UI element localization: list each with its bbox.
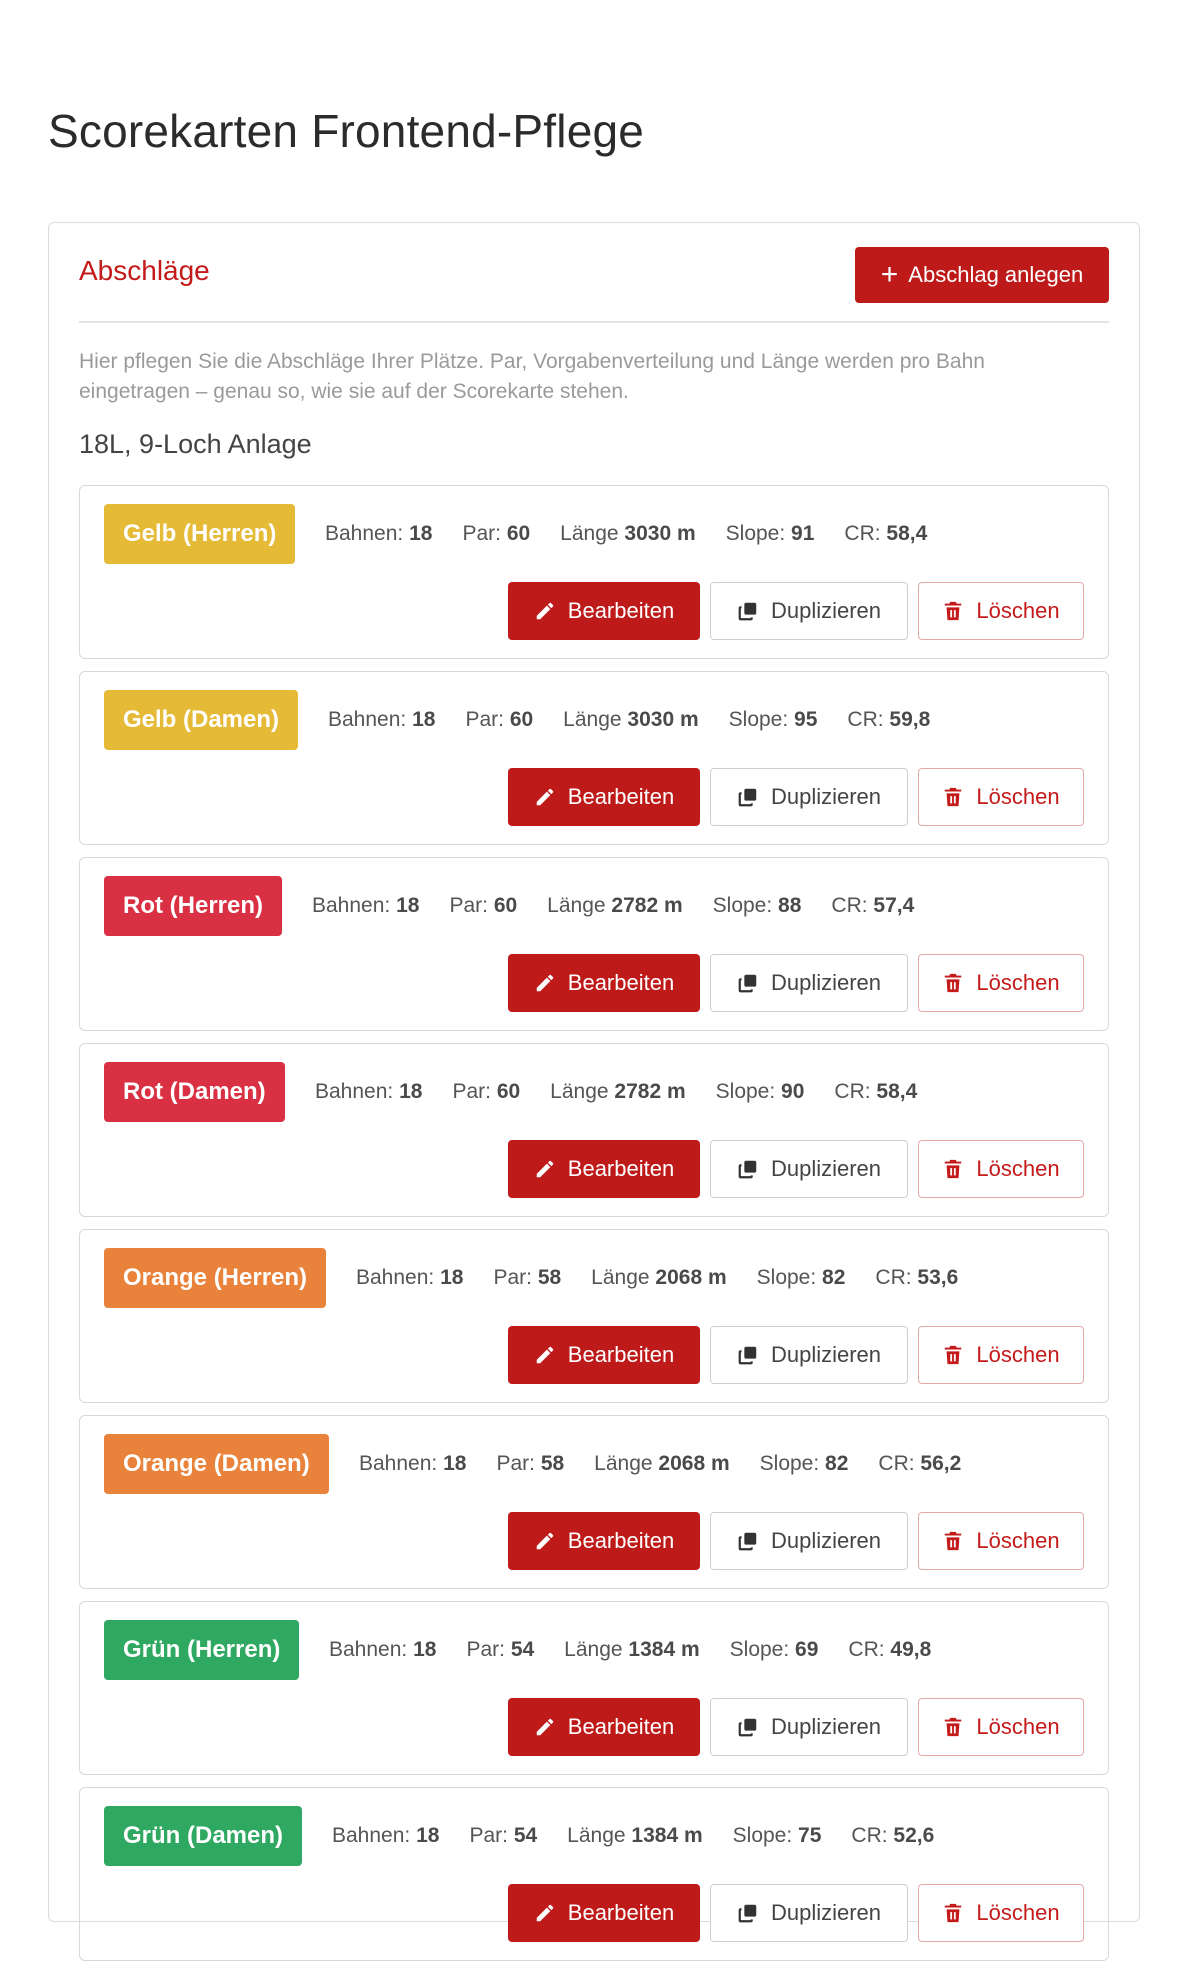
edit-label: Bearbeiten	[567, 1156, 675, 1181]
cr-stat	[847, 708, 930, 732]
tee-card-4	[79, 1043, 1109, 1217]
trash-icon	[942, 1344, 964, 1366]
slope-value: 95	[794, 708, 818, 731]
cr-label: CR:	[878, 1452, 915, 1475]
length-stat	[567, 1824, 702, 1848]
cr-stat	[834, 1080, 917, 1104]
holes-label: Bahnen:	[359, 1452, 438, 1475]
copy-icon	[737, 972, 759, 994]
par-value: 58	[540, 1452, 565, 1475]
par-label: Par:	[449, 894, 488, 917]
cr-value: 49,8	[890, 1638, 932, 1661]
delete-label: Löschen	[976, 1528, 1060, 1553]
tee-badge: Orange (Herren)	[104, 1248, 326, 1308]
slope-value: 91	[791, 522, 815, 545]
trash-icon	[942, 786, 964, 808]
duplicate-label: Duplizieren	[770, 1714, 882, 1739]
duplicate-button[interactable]	[710, 768, 908, 826]
holes-value: 18	[412, 708, 436, 731]
par-stat	[466, 1638, 534, 1662]
panel-title: Abschläge	[79, 255, 210, 286]
length-value: 1384 m	[631, 1824, 703, 1847]
holes-stat	[325, 522, 432, 546]
trash-icon	[942, 1716, 964, 1738]
holes-stat	[356, 1266, 463, 1290]
tee-stats	[325, 504, 957, 564]
tee-card-1	[79, 485, 1109, 659]
holes-stat	[359, 1452, 466, 1476]
slope-value: 82	[825, 1452, 849, 1475]
cr-stat	[831, 894, 914, 918]
delete-label: Löschen	[976, 1714, 1060, 1739]
length-value: 2782 m	[611, 894, 683, 917]
holes-stat	[328, 708, 435, 732]
delete-label: Löschen	[976, 1900, 1060, 1925]
copy-icon	[737, 600, 759, 622]
pencil-icon	[534, 1344, 556, 1366]
duplicate-button[interactable]	[710, 1140, 908, 1198]
tees-panel	[48, 222, 1140, 1925]
par-label: Par:	[493, 1266, 532, 1289]
duplicate-label: Duplizieren	[770, 1900, 882, 1925]
delete-label: Löschen	[976, 784, 1060, 809]
copy-icon	[737, 1716, 759, 1738]
duplicate-button[interactable]	[710, 1698, 908, 1756]
length-value: 2068 m	[655, 1266, 727, 1289]
par-value: 58	[537, 1266, 562, 1289]
tee-actions	[508, 1326, 1084, 1384]
par-label: Par:	[462, 522, 501, 545]
tee-card-2	[79, 671, 1109, 845]
tee-card-8	[79, 1787, 1109, 1961]
slope-value: 75	[798, 1824, 822, 1847]
panel-intro: Hier pflegen Sie die Abschläge Ihrer Plätze. Par, Vorgabenverteilung und Länge werden pro Bahn eingetragen – genau so, wie sie auf der Scorekarte stehen.	[79, 350, 985, 403]
tee-badge: Gelb (Herren)	[104, 504, 295, 564]
length-label: Länge	[594, 1452, 653, 1475]
cr-value: 57,4	[873, 894, 915, 917]
holes-value: 18	[409, 522, 433, 545]
edit-label: Bearbeiten	[567, 1528, 675, 1553]
slope-label: Slope:	[715, 1080, 776, 1103]
copy-icon	[737, 1902, 759, 1924]
delete-button[interactable]	[918, 1512, 1084, 1570]
slope-stat	[757, 1266, 846, 1290]
edit-label: Bearbeiten	[567, 1900, 675, 1925]
trash-icon	[942, 972, 964, 994]
length-label: Länge	[547, 894, 606, 917]
trash-icon	[942, 1530, 964, 1552]
cr-stat	[848, 1638, 931, 1662]
tee-card-3	[79, 857, 1109, 1031]
copy-icon	[737, 1530, 759, 1552]
tee-actions	[508, 1512, 1084, 1570]
par-stat	[496, 1452, 564, 1476]
tee-badge: Orange (Damen)	[104, 1434, 329, 1494]
length-value: 1384 m	[628, 1638, 700, 1661]
duplicate-button[interactable]	[710, 1512, 908, 1570]
tee-actions	[508, 768, 1084, 826]
tee-actions	[508, 1884, 1084, 1942]
tee-list	[79, 485, 1109, 1973]
tee-badge: Grün (Herren)	[104, 1620, 299, 1680]
holes-label: Bahnen:	[312, 894, 391, 917]
cr-value: 53,6	[917, 1266, 959, 1289]
par-stat	[493, 1266, 561, 1290]
slope-stat	[730, 1638, 819, 1662]
slope-label: Slope:	[729, 1638, 790, 1661]
pencil-icon	[534, 1716, 556, 1738]
tee-actions	[508, 954, 1084, 1012]
cr-stat	[878, 1452, 961, 1476]
tee-card-6	[79, 1415, 1109, 1589]
length-label: Länge	[550, 1080, 609, 1103]
cr-label: CR:	[875, 1266, 912, 1289]
holes-label: Bahnen:	[328, 708, 407, 731]
tee-actions	[508, 1698, 1084, 1756]
cr-stat	[844, 522, 927, 546]
trash-icon	[942, 1902, 964, 1924]
pencil-icon	[534, 1530, 556, 1552]
slope-stat	[716, 1080, 805, 1104]
trash-icon	[942, 600, 964, 622]
delete-label: Löschen	[976, 598, 1060, 623]
edit-label: Bearbeiten	[567, 784, 675, 809]
page-title: Scorekarten Frontend-Pflege	[48, 105, 645, 157]
length-stat	[550, 1080, 685, 1104]
add-tee-label: Abschlag anlegen	[908, 262, 1084, 287]
holes-label: Bahnen:	[356, 1266, 435, 1289]
edit-button[interactable]	[508, 954, 700, 1012]
duplicate-label: Duplizieren	[770, 598, 882, 623]
delete-button[interactable]	[918, 768, 1084, 826]
par-label: Par:	[452, 1080, 491, 1103]
edit-button[interactable]	[508, 768, 700, 826]
pencil-icon	[534, 1158, 556, 1180]
holes-stat	[315, 1080, 422, 1104]
tee-card-7	[79, 1601, 1109, 1775]
edit-button[interactable]	[508, 1140, 700, 1198]
cr-label: CR:	[851, 1824, 888, 1847]
holes-label: Bahnen:	[329, 1638, 408, 1661]
tee-stats	[328, 690, 960, 750]
par-stat	[469, 1824, 537, 1848]
par-stat	[449, 894, 517, 918]
holes-stat	[332, 1824, 439, 1848]
slope-stat	[726, 522, 815, 546]
tee-stats	[315, 1062, 947, 1122]
delete-button[interactable]	[918, 1140, 1084, 1198]
par-stat	[462, 522, 530, 546]
edit-button[interactable]	[508, 1326, 700, 1384]
pencil-icon	[534, 1902, 556, 1924]
tee-badge: Rot (Herren)	[104, 876, 282, 936]
par-value: 60	[506, 522, 531, 545]
cr-label: CR:	[831, 894, 868, 917]
trash-icon	[942, 1158, 964, 1180]
cr-value: 58,4	[886, 522, 928, 545]
length-value: 2068 m	[658, 1452, 730, 1475]
length-label: Länge	[564, 1638, 623, 1661]
holes-stat	[329, 1638, 436, 1662]
length-value: 3030 m	[627, 708, 699, 731]
edit-label: Bearbeiten	[567, 970, 675, 995]
length-value: 2782 m	[614, 1080, 686, 1103]
edit-label: Bearbeiten	[567, 1714, 675, 1739]
delete-label: Löschen	[976, 970, 1060, 995]
slope-stat	[760, 1452, 849, 1476]
length-value: 3030 m	[624, 522, 696, 545]
par-value: 60	[496, 1080, 521, 1103]
duplicate-button[interactable]	[710, 582, 908, 640]
edit-button[interactable]	[508, 1884, 700, 1942]
slope-value: 69	[795, 1638, 819, 1661]
par-stat	[465, 708, 533, 732]
course-title: 18L, 9-Loch Anlage	[79, 429, 312, 459]
slope-label: Slope:	[732, 1824, 793, 1847]
length-label: Länge	[567, 1824, 626, 1847]
pencil-icon	[534, 972, 556, 994]
holes-stat	[312, 894, 419, 918]
length-stat	[547, 894, 682, 918]
par-label: Par:	[466, 1638, 505, 1661]
length-stat	[591, 1266, 726, 1290]
cr-value: 59,8	[889, 708, 931, 731]
cr-value: 56,2	[920, 1452, 962, 1475]
add-tee-button[interactable]	[855, 247, 1109, 303]
slope-label: Slope:	[759, 1452, 820, 1475]
tee-stats	[332, 1806, 964, 1866]
holes-label: Bahnen:	[332, 1824, 411, 1847]
length-stat	[560, 522, 695, 546]
cr-label: CR:	[834, 1080, 871, 1103]
cr-value: 52,6	[893, 1824, 935, 1847]
slope-stat	[733, 1824, 822, 1848]
cr-stat	[851, 1824, 934, 1848]
tee-badge: Rot (Damen)	[104, 1062, 285, 1122]
delete-button[interactable]	[918, 1884, 1084, 1942]
holes-value: 18	[413, 1638, 437, 1661]
tee-stats	[329, 1620, 961, 1680]
holes-value: 18	[399, 1080, 423, 1103]
duplicate-label: Duplizieren	[770, 1528, 882, 1553]
par-stat	[452, 1080, 520, 1104]
cr-label: CR:	[848, 1638, 885, 1661]
duplicate-label: Duplizieren	[770, 1342, 882, 1367]
par-label: Par:	[465, 708, 504, 731]
length-label: Länge	[563, 708, 622, 731]
slope-label: Slope:	[725, 522, 786, 545]
par-value: 54	[510, 1638, 535, 1661]
copy-icon	[737, 1158, 759, 1180]
edit-button[interactable]	[508, 582, 700, 640]
delete-label: Löschen	[976, 1156, 1060, 1181]
slope-value: 88	[778, 894, 802, 917]
tee-stats	[356, 1248, 988, 1308]
slope-label: Slope:	[712, 894, 773, 917]
tee-card-5	[79, 1229, 1109, 1403]
tee-badge: Gelb (Damen)	[104, 690, 298, 750]
delete-label: Löschen	[976, 1342, 1060, 1367]
edit-label: Bearbeiten	[567, 1342, 675, 1367]
tee-actions	[508, 1140, 1084, 1198]
tee-stats	[359, 1434, 991, 1494]
length-label: Länge	[591, 1266, 650, 1289]
tee-stats	[312, 876, 944, 936]
pencil-icon	[534, 786, 556, 808]
par-value: 60	[493, 894, 518, 917]
par-label: Par:	[469, 1824, 508, 1847]
slope-value: 82	[822, 1266, 846, 1289]
cr-value: 58,4	[876, 1080, 918, 1103]
panel-header	[79, 223, 1109, 323]
edit-label: Bearbeiten	[567, 598, 675, 623]
length-stat	[594, 1452, 729, 1476]
slope-label: Slope:	[728, 708, 789, 731]
holes-value: 18	[440, 1266, 464, 1289]
cr-label: CR:	[847, 708, 884, 731]
slope-label: Slope:	[756, 1266, 817, 1289]
holes-label: Bahnen:	[325, 522, 404, 545]
plus-icon: +	[880, 258, 899, 291]
copy-icon	[737, 1344, 759, 1366]
slope-value: 90	[781, 1080, 805, 1103]
edit-button[interactable]	[508, 1698, 700, 1756]
duplicate-label: Duplizieren	[770, 970, 882, 995]
par-value: 60	[509, 708, 534, 731]
holes-value: 18	[396, 894, 420, 917]
slope-stat	[729, 708, 818, 732]
tee-badge: Grün (Damen)	[104, 1806, 302, 1866]
length-stat	[563, 708, 698, 732]
duplicate-label: Duplizieren	[770, 1156, 882, 1181]
duplicate-label: Duplizieren	[770, 784, 882, 809]
duplicate-button[interactable]	[710, 1326, 908, 1384]
copy-icon	[737, 786, 759, 808]
delete-button[interactable]	[918, 1326, 1084, 1384]
duplicate-button[interactable]	[710, 954, 908, 1012]
holes-label: Bahnen:	[315, 1080, 394, 1103]
pencil-icon	[534, 600, 556, 622]
delete-button[interactable]	[918, 954, 1084, 1012]
par-label: Par:	[496, 1452, 535, 1475]
par-value: 54	[513, 1824, 538, 1847]
slope-stat	[713, 894, 802, 918]
delete-button[interactable]	[918, 582, 1084, 640]
length-label: Länge	[560, 522, 619, 545]
holes-value: 18	[443, 1452, 467, 1475]
duplicate-button[interactable]	[710, 1884, 908, 1942]
cr-stat	[875, 1266, 958, 1290]
edit-button[interactable]	[508, 1512, 700, 1570]
holes-value: 18	[416, 1824, 440, 1847]
delete-button[interactable]	[918, 1698, 1084, 1756]
cr-label: CR:	[844, 522, 881, 545]
tee-actions	[508, 582, 1084, 640]
length-stat	[564, 1638, 699, 1662]
